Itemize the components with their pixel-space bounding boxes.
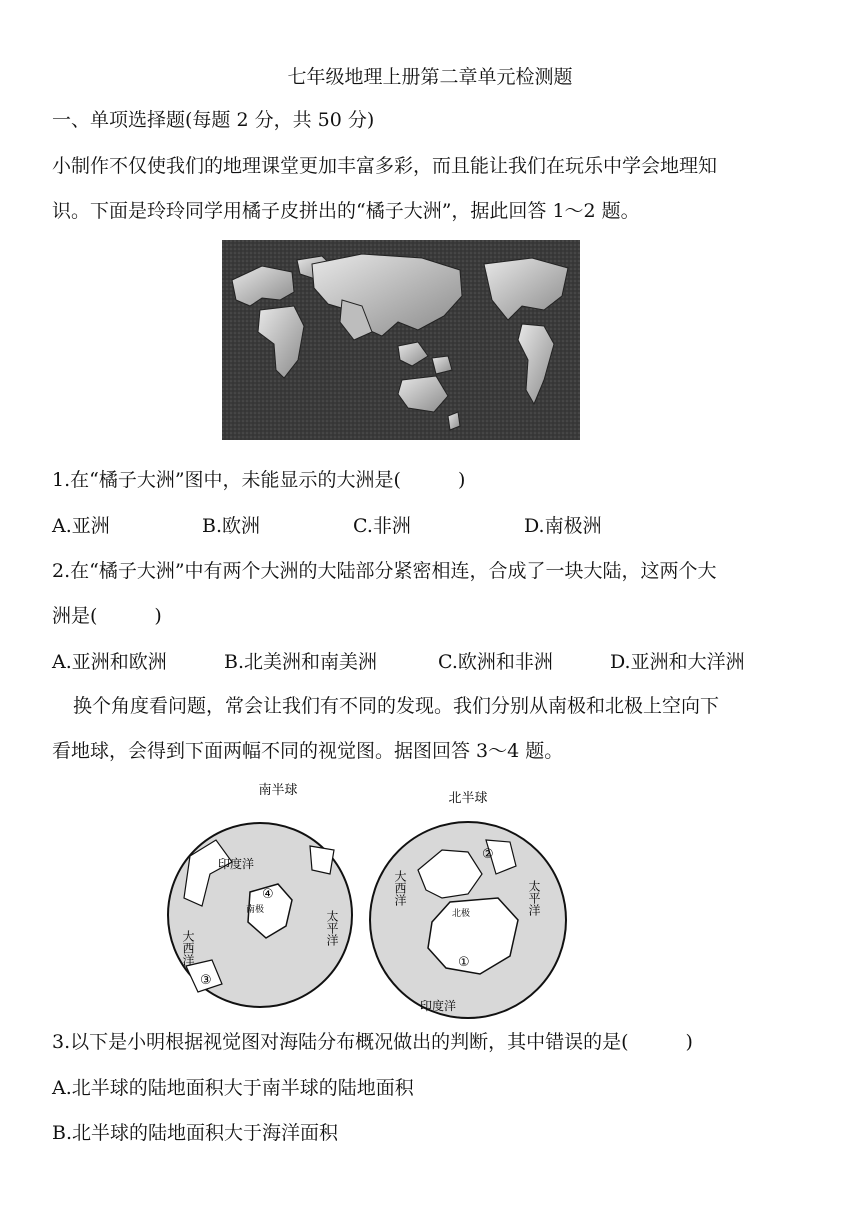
- option-c[interactable]: C.欧洲和非洲: [438, 651, 553, 673]
- page-title: 七年级地理上册第二章单元检测题: [287, 66, 573, 88]
- question-1: 1.在“橘子大洲”图中，未能显示的大洲是( ): [52, 469, 466, 491]
- intro-paragraph-line1: 小制作不仅使我们的地理课堂更加丰富多彩，而且能让我们在玩乐中学会地理知: [52, 155, 718, 177]
- north-marker-1: ①: [458, 955, 470, 970]
- option-b[interactable]: B.北美洲和南美洲: [224, 651, 378, 673]
- option-a[interactable]: A.亚洲和欧洲: [52, 651, 167, 673]
- hemisphere-figure: [150, 770, 590, 1030]
- south-marker-4: ④: [262, 887, 274, 902]
- south-indian-ocean-label: 印度洋: [218, 857, 255, 871]
- north-indian-ocean-label: 印度洋: [420, 999, 457, 1013]
- intro2-line1: 换个角度看问题，常会让我们有不同的发现。我们分别从南极和北极上空向下: [73, 695, 720, 717]
- orange-peel-map-photo: [222, 240, 580, 450]
- north-marker-2: ②: [482, 847, 494, 862]
- question-3-option-a[interactable]: A.北半球的陆地面积大于南半球的陆地面积: [52, 1077, 414, 1099]
- section-heading: 一、单项选择题(每题 2 分，共 50 分): [52, 109, 375, 131]
- option-d[interactable]: D.亚洲和大洋洲: [610, 651, 745, 673]
- north-pacific-label: 太平洋: [527, 880, 541, 916]
- question-2-line1: 2.在“橘子大洲”中有两个大洲的大陆部分紧密相连，合成了一块大陆，这两个大: [52, 560, 717, 582]
- question-2-options: [52, 647, 812, 675]
- north-hemisphere-title: 北半球: [448, 791, 488, 806]
- option-b[interactable]: B.欧洲: [202, 515, 261, 537]
- south-pacific-label: 太平洋: [325, 910, 339, 946]
- north-atlantic-label: 大西洋: [393, 870, 407, 906]
- south-atlantic-label: 大西洋: [181, 930, 195, 966]
- intro2-line2: 看地球，会得到下面两幅不同的视觉图。据图回答 3～4 题。: [52, 740, 564, 762]
- north-pole-label: 北极: [452, 909, 471, 919]
- option-c[interactable]: C.非洲: [353, 515, 411, 537]
- question-3-option-b[interactable]: B.北半球的陆地面积大于海洋面积: [52, 1122, 339, 1144]
- intro-paragraph-line2: 识。下面是玲玲同学用橘子皮拼出的“橘子大洲”，据此回答 1～2 题。: [52, 200, 640, 222]
- question-1-options: [52, 511, 812, 539]
- question-2-line2: 洲是( ): [52, 605, 162, 627]
- south-pole-label: 南极: [246, 905, 265, 915]
- south-marker-3: ③: [200, 973, 212, 988]
- south-hemisphere-title: 南半球: [258, 783, 298, 798]
- option-d[interactable]: D.南极洲: [524, 515, 602, 537]
- question-3: 3.以下是小明根据视觉图对海陆分布概况做出的判断，其中错误的是( ): [52, 1031, 693, 1053]
- option-a[interactable]: A.亚洲: [52, 515, 110, 537]
